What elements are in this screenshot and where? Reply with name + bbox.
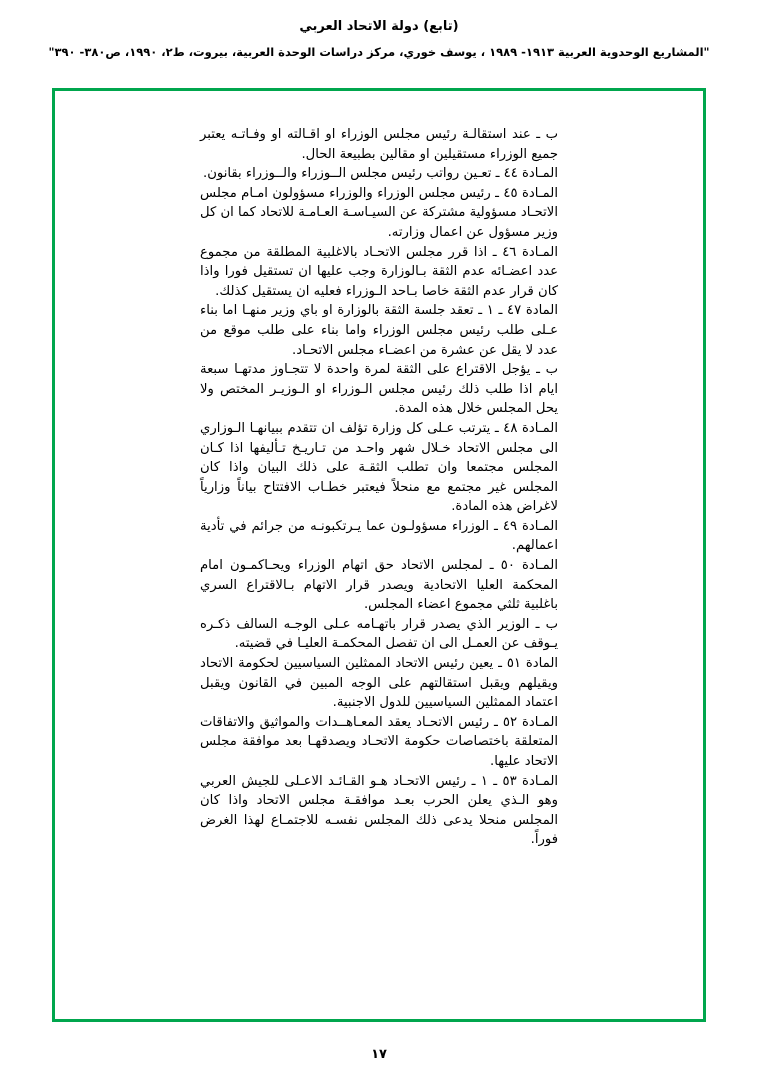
paragraph: المـادة ٤٤ ـ تعـين رواتب رئيس مجلس الــوزراء والــوزراء بقانون. xyxy=(203,166,558,182)
page-header xyxy=(0,0,758,60)
paragraph: المـادة ٤٩ ـ الوزراء مسؤولـون عما يـرتكبونـه من جرائم في تأدية اعمالهم. xyxy=(200,518,558,554)
page-number: ١٧ xyxy=(371,1047,387,1062)
body-text-column xyxy=(200,125,558,999)
paragraph: ب ـ الوزير الذي يصدر قرار باتهـامه عـلى الوجـه السالف ذكـره يـوقف عن العمـل الى ان تفصل المحكمـة العليـا في قضيته. xyxy=(200,616,558,652)
paragraph: المـادة ٤٦ ـ اذا قرر مجلس الاتحـاد بالاغلبية المطلقة من مجموع عدد اعضـائه عدم الثقة بـالوزارة وجب عليها ان تستقيل فورا واذا كان قرار عدم الثقة خاصا بـاحد الـوزراء فعليه ان يستقيل كذلك. xyxy=(200,244,558,299)
paragraph: المـادة ٥٣ ـ ١ ـ رئيس الاتحـاد هـو القـائـد الاعـلى للجيش العربي وهو الـذي يعلن الحرب بعـد موافقـة مجلس الاتحاد واذا كان المجلس منحلا يدعى ذلك المجلس نفسـه للاجتمـاع لهذا الغرض فوراً. xyxy=(200,773,559,848)
paragraph: المادة ٥١ ـ يعين رئيس الاتحاد الممثلين السياسيين لحكومة الاتحاد ويقيلهم ويقبل استقالتهم على الوجه المبين في القانون ويقبل اعتماد الممثلين السياسيين للدول الاجنبية. xyxy=(200,656,558,711)
source-citation: "المشاريع الوحدوية العربية ١٩١٣- ١٩٨٩ ، يوسف خوري، مركز دراسات الوحدة العربية، بيروت، ط٢، ١٩٩٠، ص٣٨٠- ٣٩٠" xyxy=(48,45,710,59)
paragraph: ب ـ يؤجل الاقتراع على الثقة لمرة واحدة لا تتجـاوز مدتهـا سبعة ايام اذا طلب ذلك رئيس مجلس الـوزراء او الـوزيـر المختص ولا يحل المجلس خلال هذه المدة. xyxy=(200,362,558,417)
content-frame xyxy=(52,88,706,1022)
paragraph: ب ـ عند استقالـة رئيس مجلس الوزراء او اقـالته او وفـاتـه يعتبر جميع الوزراء مستقيلين او مقالين بطبيعة الحال. xyxy=(200,127,558,162)
paragraph: المـادة ٥٢ ـ رئيس الاتحـاد يعقد المعـاهــدات والمواثيق والاتفاقات المتعلقة باختصاصات حكومة الاتحـاد ويصدقهـا بعد موافقة مجلس الاتحاد عليها. xyxy=(200,714,558,769)
paragraph: المـادة ٤٨ ـ يترتب عـلى كل وزارة تؤلف ان تتقدم ببيانهـا الـوزاري الى مجلس الاتحاد خـلال شهر واحـد من تـاريـخ تـأليفها اذا كـان المجلس مجتمعا وان تطلب الثقـة على ذلك البيان واذا كان المجلس غير مجتمع مع منحلاً فيعتبر خطـاب الافتتاح بياناً وزارياً لاغراض هذه المادة. xyxy=(200,420,558,515)
paragraph: المـادة ٤٥ ـ رئيس مجلس الوزراء والوزراء مسؤولون امـام مجلس الاتحـاد مسؤولية مشتركة عن السيـاسـة العـامـة للاتحاد كما ان كل وزير مسؤول عن اعمال وزارته. xyxy=(200,185,558,240)
page-title: (تابع) دولة الاتحاد العربي xyxy=(299,19,459,34)
paragraph: المـادة ٥٠ ـ لمجلس الاتحاد حق اتهام الوزراء ويحـاكمـون امام المحكمة العليا الاتحادية ويصدر قرار الاتهام بـالاقتراع السري باغلبية ثلثي مجموع اعضاء المجلس. xyxy=(200,558,558,613)
paragraph: المادة ٤٧ ـ ١ ـ تعقد جلسة الثقة بالوزارة او باي وزير منهـا اما بناء عـلى طلب رئيس مجلس الوزراء واما بناء على طلب موقع من عدد لا يقل عن عشرة من اعضـاء مجلس الاتحـاد. xyxy=(200,303,558,358)
